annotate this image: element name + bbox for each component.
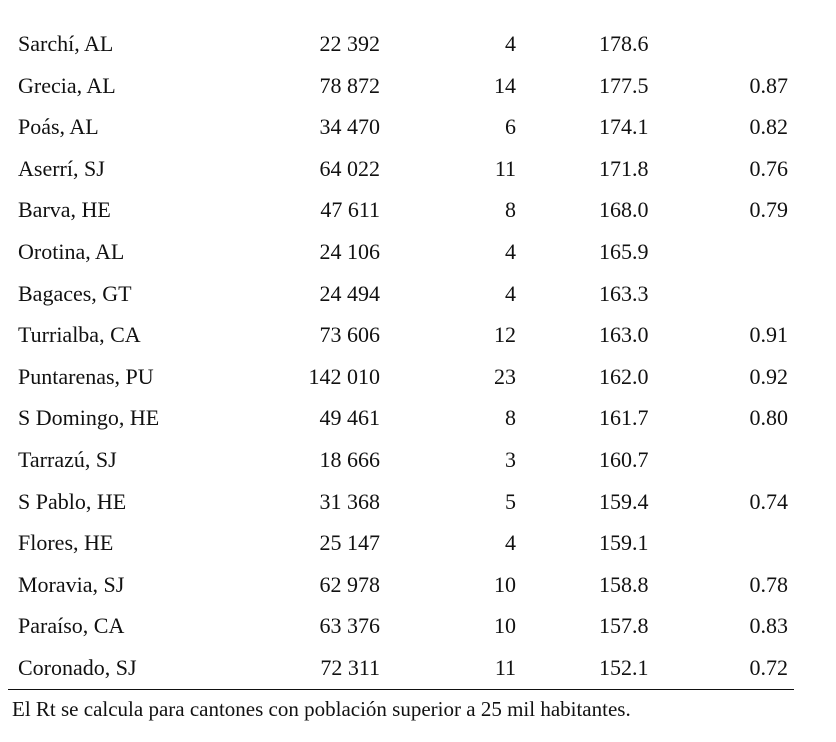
table-row <box>0 23 836 65</box>
cases-cell: 6 <box>505 114 516 140</box>
canton-cell: Poás, AL <box>18 114 99 140</box>
canton-cell: Turrialba, CA <box>18 322 141 348</box>
table-row <box>0 314 836 356</box>
population-cell: 63 376 <box>319 613 380 639</box>
population-cell: 49 461 <box>319 405 380 431</box>
cases-cell: 11 <box>494 654 516 680</box>
population-cell: 22 392 <box>319 31 380 56</box>
rate-cell: 157.8 <box>599 613 649 639</box>
table-row <box>0 605 836 647</box>
table-row <box>0 439 836 481</box>
rt-cell: 0.79 <box>749 197 788 223</box>
table-row <box>0 106 836 148</box>
rate-cell: 160.7 <box>599 446 649 472</box>
population-cell: 78 872 <box>319 72 380 98</box>
canton-cell: Barva, HE <box>18 197 111 223</box>
table-row <box>0 522 836 564</box>
rate-cell: 165.9 <box>599 238 649 264</box>
canton-cell: S Pablo, HE <box>18 488 127 514</box>
canton-cell: Aserrí, SJ <box>18 155 105 181</box>
cases-cell: 4 <box>505 530 516 556</box>
rate-cell: 177.5 <box>599 72 649 98</box>
rate-cell: 158.8 <box>599 571 649 597</box>
canton-cell: Puntarenas, PU <box>18 363 154 389</box>
table-row <box>0 148 836 190</box>
cases-cell: 4 <box>505 31 516 56</box>
population-cell: 31 368 <box>319 488 380 514</box>
canton-cell: Grecia, AL <box>18 72 116 98</box>
cases-cell: 4 <box>505 238 516 264</box>
rt-cell: 0.78 <box>749 571 788 597</box>
rate-cell: 159.4 <box>599 488 649 514</box>
table-row <box>0 356 836 398</box>
table-bottom-rule <box>8 689 794 690</box>
canton-table <box>0 23 836 689</box>
table-row <box>0 189 836 231</box>
rt-cell: 0.80 <box>749 405 788 431</box>
rate-cell: 178.6 <box>599 31 649 56</box>
cases-cell: 8 <box>505 197 516 223</box>
population-cell: 34 470 <box>319 114 380 140</box>
population-cell: 25 147 <box>319 530 380 556</box>
rt-cell: 0.83 <box>749 613 788 639</box>
canton-cell: Flores, HE <box>18 530 114 556</box>
population-cell: 142 010 <box>308 363 380 389</box>
canton-cell: Orotina, AL <box>18 238 125 264</box>
cases-cell: 12 <box>494 322 516 348</box>
cases-cell: 23 <box>494 363 516 389</box>
canton-cell: Bagaces, GT <box>18 280 132 306</box>
cases-cell: 3 <box>505 446 516 472</box>
table-row <box>0 481 836 523</box>
rt-cell: 0.87 <box>749 72 788 98</box>
table-row <box>0 231 836 273</box>
rate-cell: 152.1 <box>599 654 649 680</box>
canton-cell: Paraíso, CA <box>18 613 125 639</box>
rt-cell: 0.76 <box>749 155 788 181</box>
rate-cell: 163.3 <box>599 280 649 306</box>
rt-cell: 0.91 <box>749 322 788 348</box>
cases-cell: 10 <box>494 571 516 597</box>
population-cell: 62 978 <box>319 571 380 597</box>
table-row <box>0 65 836 107</box>
cases-cell: 14 <box>494 72 516 98</box>
canton-cell: S Domingo, HE <box>18 405 160 431</box>
cases-cell: 11 <box>494 155 516 181</box>
cases-cell: 8 <box>505 405 516 431</box>
population-cell: 24 106 <box>319 238 380 264</box>
population-cell: 73 606 <box>319 322 380 348</box>
canton-cell: Tarrazú, SJ <box>18 446 117 472</box>
rate-cell: 174.1 <box>599 114 649 140</box>
table-footnote: El Rt se calcula para cantones con población superior a 25 mil habitantes. <box>12 697 631 721</box>
cases-cell: 10 <box>494 613 516 639</box>
table-row <box>0 273 836 315</box>
rate-cell: 163.0 <box>599 322 649 348</box>
rate-cell: 171.8 <box>599 155 649 181</box>
table-row <box>0 564 836 606</box>
canton-cell: Coronado, SJ <box>18 654 137 680</box>
population-cell: 24 494 <box>319 280 380 306</box>
rate-cell: 168.0 <box>599 197 649 223</box>
rt-cell: 0.72 <box>749 654 788 680</box>
cases-cell: 5 <box>505 488 516 514</box>
rate-cell: 162.0 <box>599 363 649 389</box>
rt-cell: 0.74 <box>749 488 788 514</box>
cases-cell: 4 <box>505 280 516 306</box>
population-cell: 18 666 <box>319 446 380 472</box>
table-row <box>0 647 836 689</box>
rate-cell: 161.7 <box>599 405 649 431</box>
rt-cell: 0.82 <box>749 114 788 140</box>
table-row <box>0 397 836 439</box>
population-cell: 47 611 <box>320 197 380 223</box>
rt-cell: 0.92 <box>749 363 788 389</box>
canton-cell: Moravia, SJ <box>18 571 125 597</box>
population-cell: 64 022 <box>319 155 380 181</box>
canton-cell: Sarchí, AL <box>18 31 114 56</box>
population-cell: 72 311 <box>320 654 380 680</box>
rate-cell: 159.1 <box>599 530 649 556</box>
